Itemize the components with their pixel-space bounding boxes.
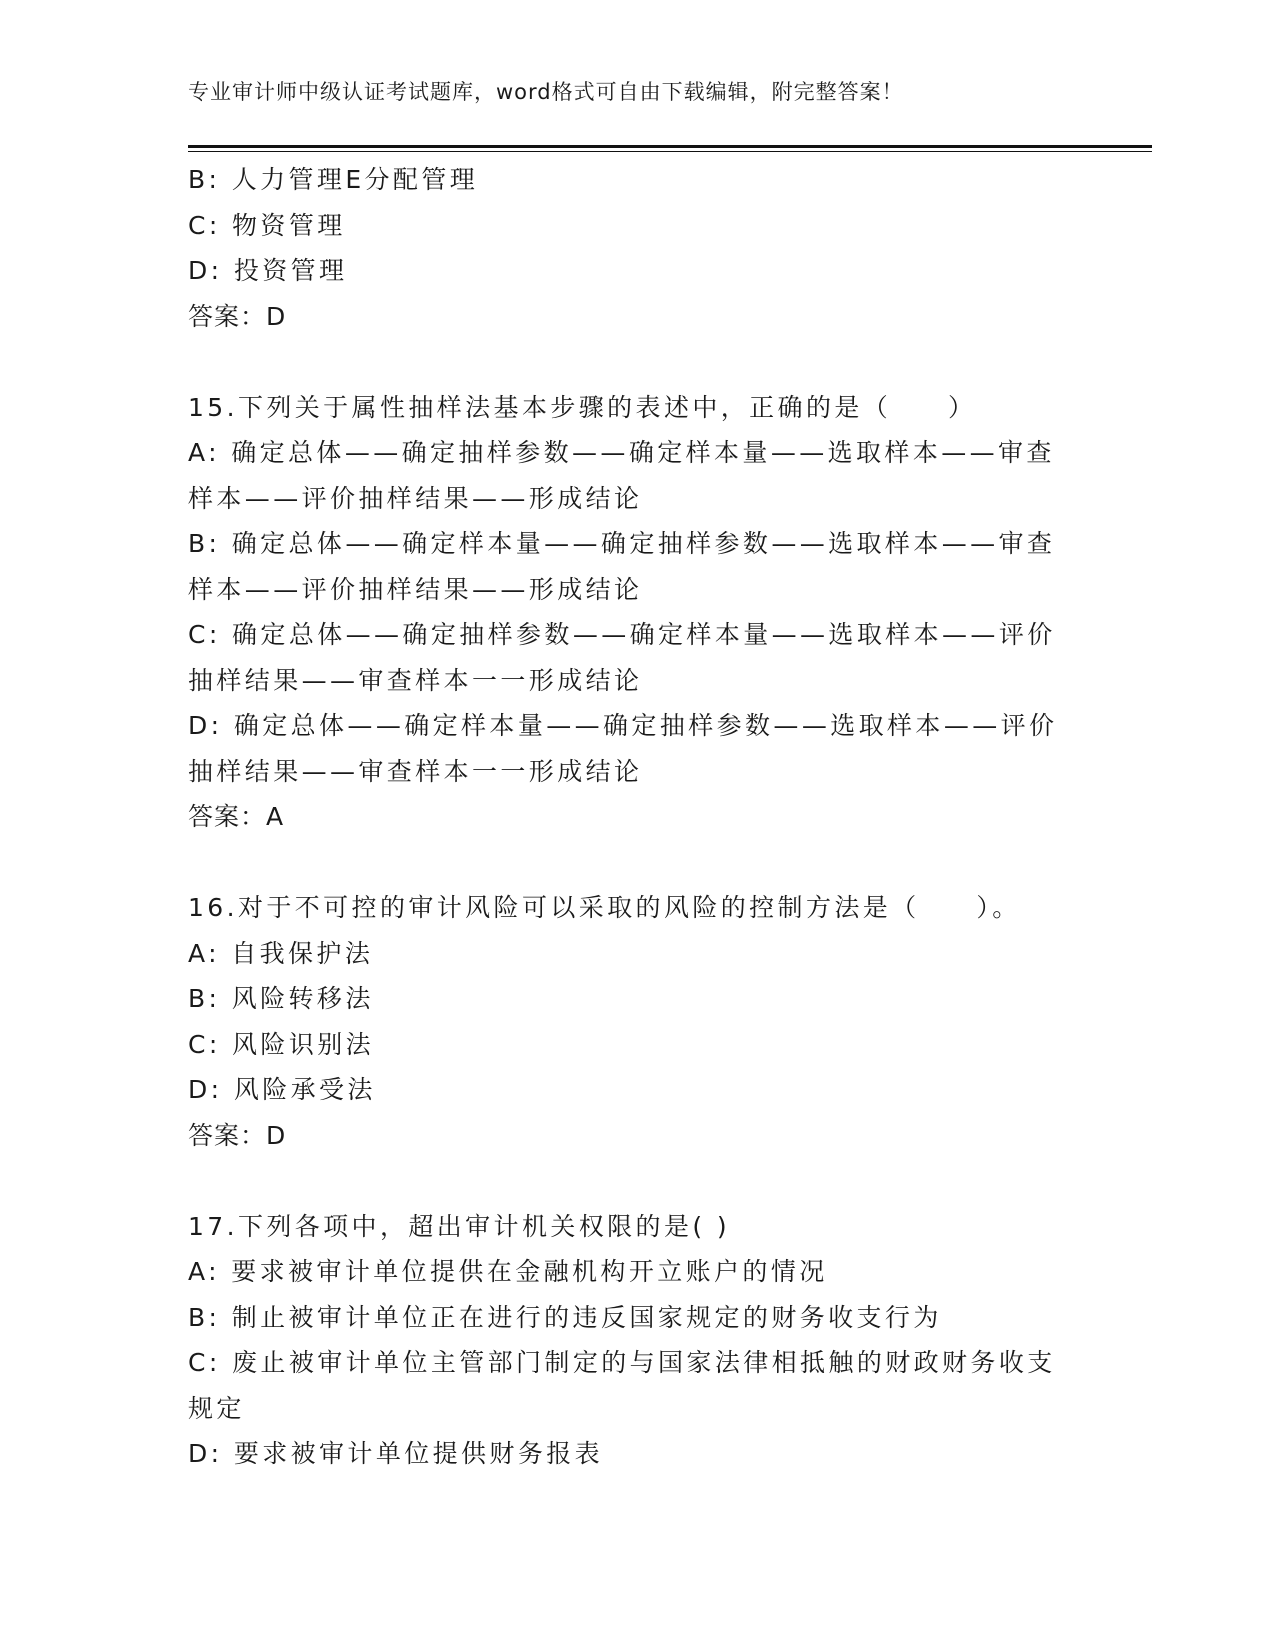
option-c-line-1: C: 废止被审计单位主管部门制定的与国家法律相抵触的财政财务收支 (188, 1348, 1056, 1377)
option-c-line-2: 规定 (188, 1393, 245, 1423)
header-divider-thin (188, 151, 1152, 152)
option-c-line-1: C: 确定总体——确定抽样参数——确定样本量——选取样本——评价 (188, 620, 1056, 649)
option-b: B: 风险转移法 (188, 984, 374, 1013)
option-d: D: 要求被审计单位提供财务报表 (188, 1439, 604, 1468)
page-header: 专业审计师中级认证考试题库，word格式可自由下载编辑，附完整答案！ (188, 80, 904, 104)
spacer (188, 339, 1088, 385)
spacer (188, 1158, 1088, 1204)
header-divider-thick (188, 145, 1152, 148)
option-b: B: 制止被审计单位正在进行的违反国家规定的财务收支行为 (188, 1302, 942, 1332)
option-d-line-2: 抽样结果——审查样本一一形成结论 (188, 756, 643, 786)
option-a-line-2: 样本——评价抽样结果——形成结论 (188, 483, 643, 513)
option-a-line-1: A: 确定总体——确定抽样参数——确定样本量——选取样本——审查 (188, 438, 1055, 467)
question-17 (188, 1204, 1088, 1477)
question-stem: 17.下列各项中，超出审计机关权限的是( ) (188, 1211, 731, 1241)
answer: 答案：D (188, 301, 287, 331)
question-content (188, 157, 1088, 1477)
option-b-line-1: B: 确定总体——确定样本量——确定抽样参数——选取样本——审查 (188, 529, 1056, 558)
question-15 (188, 385, 1088, 840)
option-a: A: 要求被审计单位提供在金融机构开立账户的情况 (188, 1257, 828, 1286)
option-c-line-2: 抽样结果——审查样本一一形成结论 (188, 665, 643, 695)
answer: 答案：D (188, 1120, 287, 1150)
option-d-line-1: D: 确定总体——确定样本量——确定抽样参数——选取样本——评价 (188, 711, 1058, 740)
answer: 答案：A (188, 802, 285, 831)
option-d: D: 风险承受法 (188, 1075, 376, 1104)
option-b-line-2: 样本——评价抽样结果——形成结论 (188, 574, 643, 604)
question-14-tail (188, 157, 1088, 339)
question-stem: 15.下列关于属性抽样法基本步骤的表述中，正确的是（ ） (188, 392, 977, 422)
question-stem: 16.对于不可控的审计风险可以采取的风险的控制方法是（ ）。 (188, 893, 1021, 922)
option-c: C: 风险识别法 (188, 1029, 375, 1059)
option-a: A: 自我保护法 (188, 938, 374, 968)
option-b: B: 人力管理E分配管理 (188, 165, 479, 194)
spacer (188, 840, 1088, 886)
option-d: D: 投资管理 (188, 256, 348, 285)
question-16 (188, 885, 1088, 1158)
option-c: C: 物资管理 (188, 210, 346, 240)
